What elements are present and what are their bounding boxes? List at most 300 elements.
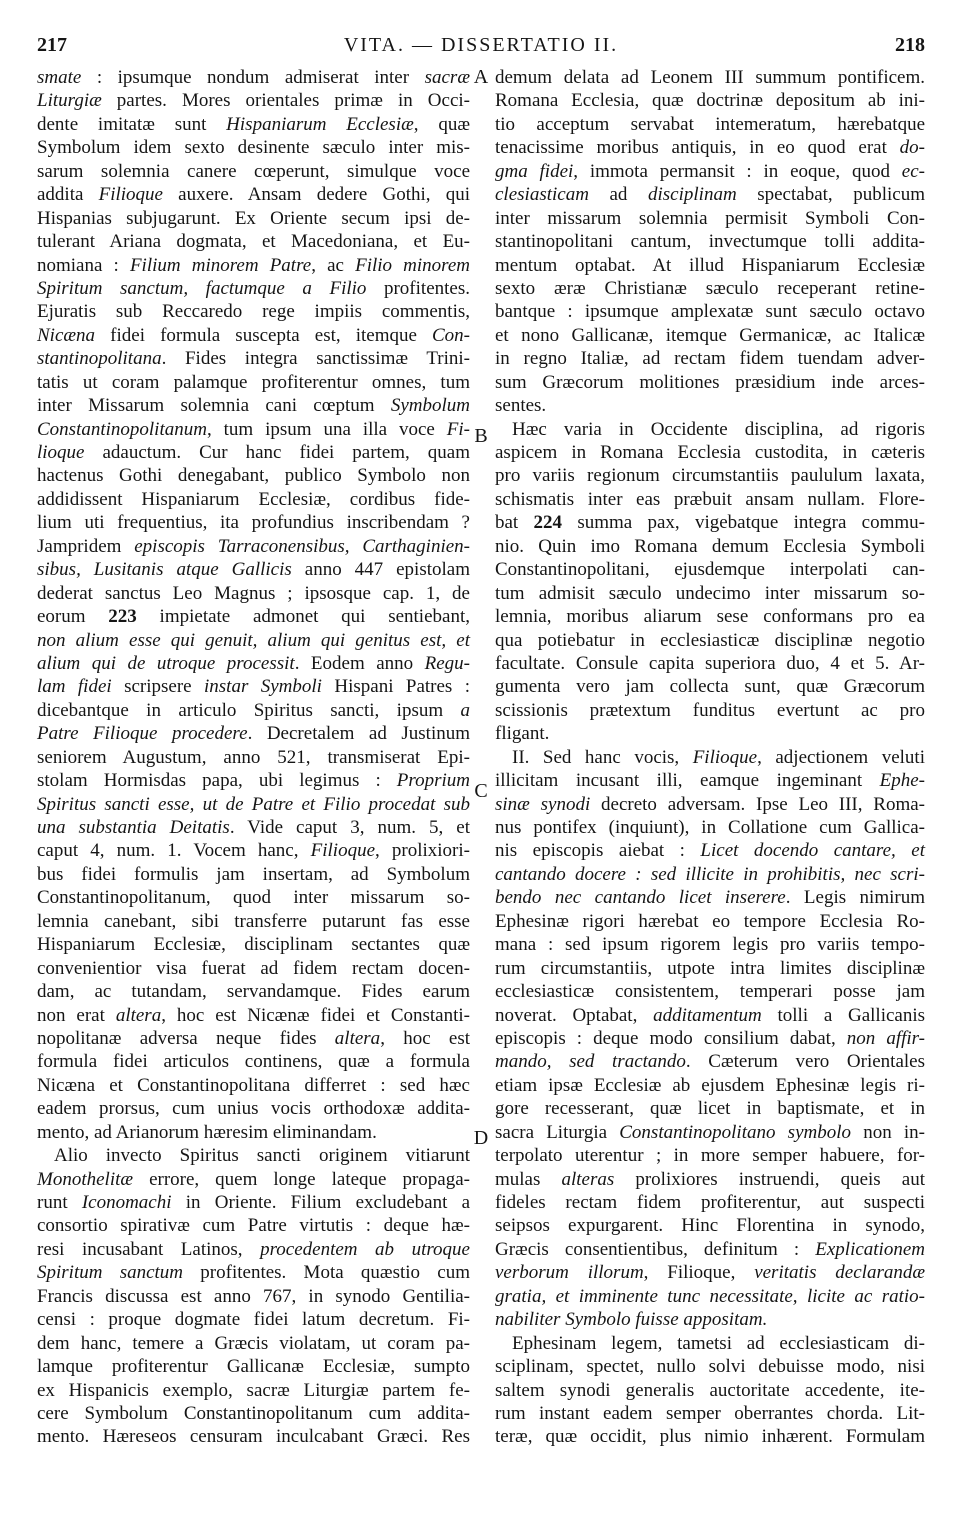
text-line [37,1261,470,1284]
italic-text: alteras [561,1168,615,1190]
italic-text: Monothelitæ [37,1168,134,1190]
text-line [495,1402,925,1425]
text-line [495,1308,925,1331]
text-segment: summa pax, vigebatque integra commu- [562,512,925,534]
text-segment: terpolato uterentur ; in more semper habuere, for- [495,1145,925,1167]
text-segment: decreto adversam. Ipse Leo III, Roma- [590,793,925,815]
text-line [495,511,925,534]
text-segment: lemnia, moribus aliarum sese conformans pro ea [495,606,925,628]
text-segment: rum circumstantiis, utpote intra limites disciplinæ [495,957,925,979]
text-line [495,89,925,112]
text-line [495,1097,925,1120]
text-segment: qua potiebatur in ecclesiasticæ disciplinæ negotio [495,629,925,651]
text-segment: Jampridem [37,535,135,557]
text-segment: . Cæterum vero Orientales [685,1051,925,1073]
text-line [495,558,925,581]
text-line [495,347,925,370]
text-line [495,1285,925,1308]
text-line [37,1168,470,1191]
column-marker-a: A [473,66,489,88]
italic-text: Constantinopolitanum [37,418,207,440]
text-segment: mento. Hæreseos censuram inculcabant Græci. Res [37,1426,470,1448]
italic-text: ec- [901,160,925,182]
text-segment: ad [588,184,648,206]
text-line [37,1308,470,1331]
text-line [37,582,470,605]
text-segment: adauctum. Cur hanc fidei partem, quam [84,442,470,463]
text-line [495,933,925,956]
text-segment: noverat. Optabat, [495,1004,654,1026]
text-line [37,1191,470,1214]
italic-text: non affir- [846,1027,925,1049]
text-segment: resi incusabant Latinos, [37,1238,261,1260]
text-segment: Ephesinæ rigori hærebat eo tempore Ecclesia Ro- [495,910,925,932]
text-line [37,300,470,323]
italic-text: episcopis Tarraconensibus, Carthaginien- [134,535,470,557]
italic-text: cantando docere : sed illicite in prohibitis, nec scri- [495,863,925,885]
text-line [37,863,470,886]
text-line [37,254,470,277]
text-segment: Romana Ecclesia, quæ doctrinæ depositum ab ini- [495,90,925,112]
italic-text: procedentem ab utroque [260,1238,470,1260]
text-line [495,816,925,839]
text-line [495,769,925,792]
text-line [495,535,925,558]
text-line [495,207,925,230]
text-line [495,980,925,1003]
text-segment: nis episcopis aiebat : [495,840,701,862]
italic-text: lam fidei [37,676,112,698]
italic-text: Spiritus sancti esse, ut de Patre et Filio procedat sub [37,793,470,815]
text-line [37,324,470,347]
text-segment: Constantinopolitanum, quod inter missarum so- [37,887,470,909]
text-line [495,254,925,277]
text-segment: addidissent Hispaniarum Ecclesiæ, cordibus fide- [37,488,470,510]
text-segment: Hispaniarum Ecclesiæ, disciplinam sectantes quæ [37,934,470,956]
text-segment: in regno Italiæ, ad rectam fidem tuendam adver- [495,348,925,370]
text-segment: lemnia canebant, sibi transferre putarunt fas esse [37,910,470,932]
text-line [37,1332,470,1355]
italic-text: nabiliter Symbolo fuisse appositam. [495,1309,768,1331]
text-segment: . Fides integra sanctissimæ Trini- [161,348,470,370]
italic-text: alium qui de utroque processit [37,652,295,674]
text-line [495,1332,925,1355]
italic-text: Spiritum sanctum, factumque a Filio [37,277,367,299]
text-line [495,1050,925,1073]
text-segment: sarum solemnia canere cœperunt, simulque voce [37,160,470,182]
text-segment: dederat sanctus Leo Magnus ; ipsosque cap. 1, de [37,582,470,604]
italic-text: altera [334,1027,381,1049]
italic-text: Licet docendo cantare, et [700,840,925,862]
text-segment: , ac [311,254,356,276]
text-segment: Hæc varia in Occidente disciplina, ad rigoris [512,418,925,440]
text-segment: facultate. Consule capita superiora duo, 4 et 5. Ar- [495,652,925,674]
text-line [37,980,470,1003]
text-segment: nopolitanæ adversa neque fides [37,1027,335,1049]
text-line [495,722,925,745]
text-segment: tio acceptum servabat intemeratum, hærebatque [495,113,925,135]
text-segment: hactenus Gothi denegabant, publico Symbolo non [37,465,470,487]
column-marker-b: B [474,425,488,447]
text-segment: scissionis prætextum funditus evertunt ac pro [495,699,925,721]
text-segment: gore recesserant, quæ licet in baptismate, et in [495,1098,925,1120]
text-segment: tulerant Ariana dogmata, et Macedoniana, et Eu- [37,231,470,253]
text-line [495,418,925,441]
text-segment: tolli a Gallicanis [761,1004,926,1026]
text-segment: nio. Quin imo Romana demum Ecclesia Symboli [495,535,925,557]
text-segment: mulas [495,1168,562,1190]
text-line [495,394,925,417]
text-line [495,699,925,722]
text-segment: partes. Mores orientales primæ in Occi- [101,90,470,112]
text-line [37,910,470,933]
text-line [37,1355,470,1378]
text-segment: , hoc est Nicænæ fidei et Constanti- [161,1004,470,1026]
italic-text: mando, sed tractando [495,1051,686,1073]
text-line [495,863,925,886]
italic-text: instar Symboli [204,676,322,698]
text-line [37,113,470,136]
text-line [37,699,470,722]
text-segment: : ipsumque nondum admiserat inter [81,67,425,88]
italic-text: smate [37,67,82,88]
text-line [495,277,925,300]
text-line [37,1402,470,1425]
italic-text: Symbolum [390,395,470,417]
text-line [495,371,925,394]
text-segment: nomiana : [37,254,130,276]
text-segment: sexto æræ Christianæ sæculo receperant retine- [495,277,925,299]
text-segment: gumenta vero jam collecta sunt, quæ Græcorum [495,676,925,698]
text-segment: etiam ipsæ Ecclesiæ ab ejusdem Ephesinæ legis ri- [495,1074,925,1096]
text-line [37,558,470,581]
text-line [495,1191,925,1214]
italic-text: Constantinopolitano symbolo [619,1121,852,1143]
text-segment: mentum optabat. At illud Hispaniarum Ecclesiæ [495,254,925,276]
text-line [495,66,925,89]
text-segment: . Eodem anno [294,652,425,674]
italic-text: Proprium [396,770,470,792]
text-line [37,1074,470,1097]
bold-number: 223 [108,606,137,628]
text-line [37,488,470,511]
text-segment: Constantinopolitani, ejusdemque interpolati can- [495,559,925,581]
text-segment: anno 447 epistolam [291,559,471,581]
text-line [495,1144,925,1167]
text-segment: inter missarum solemnia permisit Symboli Con- [495,207,925,229]
text-line [495,113,925,136]
italic-text: Spiritum sanctum [37,1262,184,1284]
text-line [495,1004,925,1027]
text-segment: dem hanc, temere a Græcis violatam, ut coram pa- [37,1332,470,1354]
text-line [37,183,470,206]
text-line [495,957,925,980]
italic-text: a [460,699,470,721]
text-segment: , quæ [413,113,470,135]
text-segment: saltem synodi generalis auctoritate accedente, ite- [495,1379,925,1401]
text-segment: cere Symbolum Constantinopolitanum cum addita- [37,1402,470,1424]
text-segment: auxere. Ansam dedere Gothi, qui [163,184,470,206]
text-segment: Alio invecto Spiritus sancti originem vitiarunt [54,1145,470,1167]
text-segment: Græcis consentientibus, definitum : [495,1238,816,1260]
text-segment: teræ, quæ occidit, plus nimio inhærent. Formulam [495,1426,925,1448]
text-segment: illicitam incusant illi, eamque ingeminant [495,770,880,792]
text-segment: eorum [37,606,109,628]
text-segment: consortio spirativæ cum Patre virtutis : deque hæ- [37,1215,470,1237]
text-line [37,1027,470,1050]
text-segment: Francis discussa est anno 767, in synodo Gentilia- [37,1285,470,1307]
text-line [37,89,470,112]
text-segment: , prolixiori- [375,840,470,862]
text-segment: stantinopolitani cantum, invectumque tolli addita- [495,231,925,253]
text-segment: demum delata ad Leonem III summum pontificem. [495,67,925,88]
text-segment: in Oriente. Filium excludebant a [171,1192,471,1213]
italic-text: non alium esse qui genuit, alium qui genitus est, et [37,629,470,651]
italic-text: Filio minorem [355,254,471,276]
text-segment: lium uti frequentius, ita profundius inscribendam ? [37,512,470,534]
text-line [495,183,925,206]
text-segment: sum Græcorum molitiones præsidium inde arces- [495,371,925,393]
right-column [495,66,925,1449]
italic-text: Explicationem [815,1238,925,1260]
text-line [495,910,925,933]
text-line [37,1285,470,1308]
text-segment: errore, quem longe lateque propaga- [133,1168,470,1190]
text-line [37,535,470,558]
text-line [37,418,470,441]
text-line [37,675,470,698]
left-column [37,66,470,1449]
text-line [495,136,925,159]
italic-text: altera [115,1004,162,1026]
text-segment: dente imitatæ sunt [37,113,227,135]
running-title: VITA. — DISSERTATIO II. [343,34,619,56]
text-line [37,722,470,745]
text-segment: , immota permansit : in eoque, quod [573,160,902,182]
text-segment: non erat [37,1004,116,1026]
text-line [37,464,470,487]
italic-text: clesiasticam [495,184,589,206]
text-segment: , Filioque, [643,1262,755,1284]
text-line [37,1050,470,1073]
text-line [495,1238,925,1261]
text-line [495,1425,925,1448]
text-segment: convenientior visa fuerat ad fidem rectam docen- [37,957,470,979]
text-segment: schismatis inter eas præbuit ansam nullam. Flore- [495,488,925,510]
italic-text: Patre Filioque procedere [37,723,248,745]
text-segment: lamque profiterentur Gallicanæ Ecclesiæ, sumpto [37,1356,470,1378]
text-segment: et nono Gallicanæ, itemque Germanicæ, ac Italicæ [495,324,925,346]
text-line [495,1379,925,1402]
text-segment: nus pontifex (inquiunt), in Collatione cum Gallica- [495,817,925,838]
text-segment: , tum ipsum una illa voce [206,418,447,440]
italic-text: Regu- [424,652,470,674]
text-segment: , adjectionem veluti [757,746,925,768]
text-line [495,793,925,816]
text-line [495,1027,925,1050]
text-segment: II. Sed hanc vocis, [512,746,693,768]
text-segment: runt [37,1192,82,1213]
text-line [37,957,470,980]
text-segment: fligant. [495,723,550,745]
text-segment: Nicæna et Constantinopolitana differret : sed hæc [37,1074,470,1096]
text-line [37,277,470,300]
text-segment: tatis ut coram palamque profiterentur omnes, tum [37,371,470,393]
text-segment: caput 4, num. 1. Vocem hanc, [37,840,311,862]
italic-text: Nicæna [37,324,96,346]
text-segment: mento, ad Arianorum hæresim eliminandam. [37,1121,377,1143]
text-line [495,1121,925,1144]
text-segment: Ejuratis sub Reccaredo rege impiis commentis, [37,301,470,323]
text-line [37,816,470,839]
text-line [37,605,470,628]
text-line [37,1144,470,1167]
text-segment: Hispani Patres : [321,676,470,698]
italic-text: gratia, et imminente tunc necessitate, licite ac ratio- [495,1285,925,1307]
text-segment: sciplinam, spectet, nullo solvi debuisse modo, nisi [495,1356,925,1378]
italic-text: Filioque [310,840,376,862]
text-segment: mana : sed ipsum rigorem legis pro variis tempo- [495,934,925,956]
text-segment: , hoc est [380,1027,470,1049]
text-segment: Symbolum idem sexto desinente sæculo inter mis- [37,137,470,159]
text-line [495,488,925,511]
text-line [37,1214,470,1237]
text-line [495,1214,925,1237]
text-line [37,839,470,862]
text-segment: non in- [851,1121,925,1143]
text-line [495,605,925,628]
text-segment: pro variis regionum circumstantiis paululum laxata, [495,465,925,487]
text-line [495,1355,925,1378]
italic-text: Hispaniarum Ecclesiæ [226,113,414,135]
text-segment: aspicem in Romana Ecclesia custodita, in cæteris [495,442,925,463]
text-segment: spectabat, publicum [736,184,925,206]
text-line [37,230,470,253]
italic-text: Iconomachi [81,1192,172,1213]
running-header [37,33,925,57]
text-line [37,793,470,816]
text-line [37,207,470,230]
text-segment: seniorem Augustum, anno 521, transmiserat Epi- [37,746,470,768]
text-segment: episcopis : deque modo consilium dabat, [495,1027,847,1049]
text-line [37,347,470,370]
text-line [37,371,470,394]
italic-text: gma fidei [495,160,574,182]
text-segment: . Legis nimirum [785,887,925,909]
text-line [495,300,925,323]
italic-text: do- [899,137,925,159]
text-segment: sacra Liturgia [495,1121,620,1143]
text-line [495,582,925,605]
text-line [37,66,470,89]
text-segment: Hispanias subjugarunt. Ex Oriente secum ipsi de- [37,207,470,229]
text-line [37,1425,470,1448]
text-segment: addita [37,184,99,206]
text-segment: censi : proque dogmate fidei latum decretum. Fi- [37,1309,470,1331]
text-line [495,886,925,909]
text-segment: dam, ac tutandam, servandamque. Fides earum [37,981,470,1003]
italic-text: lioque [37,442,85,463]
italic-text: bendo nec cantando licet inserere [495,887,786,909]
text-segment: fideles rectam fidem profiterentur, aut suspecti [495,1192,925,1213]
text-segment: stolam Hormisdas papa, ubi legimus : [37,770,397,792]
text-line [37,1379,470,1402]
text-segment: prolixiores instruendi, queis aut [614,1168,925,1190]
text-segment: inter Missarum solemnia cani cœptum [37,395,391,417]
text-line [37,652,470,675]
italic-text: Liturgiæ [37,90,102,112]
text-line [37,441,470,464]
text-line [495,1074,925,1097]
italic-text: verborum illorum [495,1262,644,1284]
text-segment: profitentes. [366,277,470,299]
text-segment: eadem prorsus, cum unius vocis orthodoxæ addita- [37,1098,470,1120]
text-line [495,746,925,769]
italic-text: sinæ synodi [495,793,591,815]
italic-text: sibus, Lusitanis atque Gallicis [37,559,292,581]
text-segment: bus fidei formulis jam insertam, ad Symbolum [37,863,470,885]
text-line [37,933,470,956]
text-line [37,1238,470,1261]
text-segment: . Vide caput 3, num. 5, et [229,817,470,838]
italic-text: Filium minorem Patre [129,254,312,276]
text-segment: tum admisit sæculo undecimo inter missarum so- [495,582,925,604]
text-line [495,441,925,464]
text-segment: ex Hispanicis exemplo, sacræ Liturgiæ partem fe- [37,1379,470,1401]
text-line [495,1168,925,1191]
text-line [495,652,925,675]
text-segment: ecclesiasticæ consistentem, temperari posse jam [495,981,925,1003]
text-segment: rum instant eadem semper oberrantes chorda. Lit- [495,1402,925,1424]
text-segment: profitentes. Mota quæstio cum [183,1262,471,1284]
text-line [495,324,925,347]
text-segment: bantque : ipsumque amplexatæ sunt sæculo octavo [495,301,925,323]
page-number-right: 218 [894,34,925,56]
italic-text: sacræ [424,67,470,88]
text-line [37,1097,470,1120]
text-line [37,1121,470,1144]
text-line [495,230,925,253]
text-segment: fidei formula suscepta est, itemque [95,324,432,346]
text-line [37,1004,470,1027]
text-line [37,629,470,652]
italic-text: Con- [432,324,470,346]
text-segment: bat [495,512,534,534]
text-line [495,1261,925,1284]
column-marker-d: D [473,1127,489,1149]
italic-text: Filioque [98,184,163,206]
text-segment: seipsos expurgarent. Hinc Florentina in synodo, [495,1215,925,1237]
text-line [495,160,925,183]
italic-text: veritatis declarandæ [754,1262,926,1284]
italic-text: Fi- [446,418,470,440]
column-marker-c: C [474,780,488,802]
text-segment: Ephesinam legem, tametsi ad ecclesiasticam di- [512,1332,925,1354]
text-line [37,886,470,909]
text-segment: tenacissime moribus antiquis, in eo quod erat [495,137,900,159]
text-line [495,675,925,698]
italic-text: Ephe- [879,770,925,792]
text-line [37,769,470,792]
text-segment: impietate admonet qui sentiebant, [136,606,470,628]
text-line [37,136,470,159]
italic-text: additamentum [653,1004,762,1026]
text-line [37,511,470,534]
page-number-left: 217 [37,34,67,56]
text-line [495,464,925,487]
italic-text: stantinopolitana [37,348,162,370]
text-segment: sentes. [495,395,547,417]
